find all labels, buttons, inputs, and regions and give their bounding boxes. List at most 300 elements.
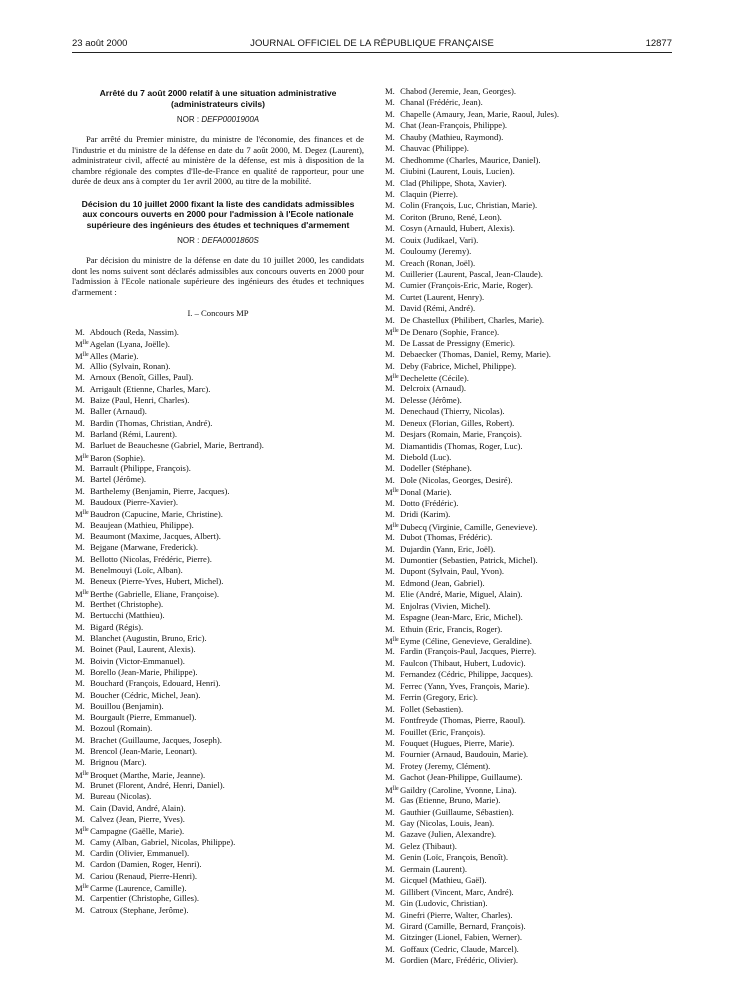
candidate-entry — [72, 690, 364, 701]
decision-body: Par décision du ministre de la défense en date du 10 juillet 2000, les candidats dont les noms suivent sont déclarés admissibles aux concours ouverts en 2000 pour l'admission à l'Ecole nationale supérieure des ingénieurs des études et techniques d'armement : — [72, 255, 364, 297]
candidate-title: M. — [385, 932, 395, 943]
candidate-entry — [72, 554, 364, 565]
candidate-title: M. — [385, 669, 395, 680]
candidate-title: M. — [385, 463, 395, 474]
candidate-entry — [72, 610, 364, 621]
candidate-name: Couloumy (Jeremy). — [400, 246, 472, 257]
candidate-title: M. — [75, 530, 85, 541]
candidate-entry — [385, 807, 675, 818]
candidate-entry — [385, 452, 675, 463]
candidate-entry — [385, 120, 675, 131]
candidate-entry — [72, 327, 364, 338]
candidate-entry — [385, 178, 675, 189]
nor-label: NOR : — [177, 236, 200, 245]
candidate-entry — [72, 825, 364, 836]
candidate-name: Boucher (Cédric, Michel, Jean). — [90, 689, 201, 700]
candidate-title: $M^{lle}$ — [75, 452, 89, 463]
candidate-name: Gauthier (Guillaume, Sébastien). — [400, 806, 514, 817]
candidate-title: $M^{lle}$ — [385, 636, 399, 646]
candidate-entry — [385, 532, 675, 543]
candidate-title: M. — [75, 519, 85, 530]
candidate-entry — [385, 624, 675, 635]
candidate-title: $M^{lle}$ — [385, 327, 399, 338]
candidate-name: Dubot (Thomas, Frédéric). — [400, 532, 493, 543]
candidate-name: Barrault (Philippe, François). — [90, 462, 191, 473]
candidate-name: Dubecq (Virginie, Camille, Genevieve). — [400, 521, 538, 532]
candidate-name: Beneux (Pierre-Yves, Hubert, Michel). — [90, 576, 224, 587]
candidate-name: Bourgault (Pierre, Emmanuel). — [90, 712, 197, 723]
candidate-entry — [72, 440, 364, 451]
candidate-name: Fardin (François-Paul, Jacques, Pierre). — [400, 646, 537, 657]
candidate-name: Agelan (Lyana, Joëlle). — [89, 339, 170, 350]
candidate-entry — [385, 406, 675, 417]
page-header — [72, 38, 672, 52]
candidate-name: Chat (Jean-François, Philippe). — [400, 120, 508, 131]
candidate-name: Clad (Philippe, Shota, Xavier). — [400, 177, 507, 188]
candidate-name: Desjars (Romain, Marie, François). — [400, 429, 522, 440]
candidate-name: Blanchet (Augustin, Bruno, Eric). — [90, 632, 207, 643]
candidate-entry — [385, 555, 675, 566]
candidate-entry — [385, 383, 675, 394]
candidate-title: M. — [75, 372, 85, 383]
candidate-entry — [385, 955, 675, 966]
candidate-title: $M^{lle}$ — [75, 509, 89, 520]
candidate-title: M. — [385, 234, 395, 245]
candidate-entry — [72, 395, 364, 406]
candidate-name: Barland (Rémi, Laurent). — [90, 428, 178, 439]
arrete-body: Par arrêté du Premier ministre, du ministre de l'économie, des finances et de l'industrie et du ministre de la défense en date du 7 août 2000, M. Degez (Laurent), administrateur civil, affecté au ministère de la défense, est mis à disposition de la chambre régionale des comptes d'Ile-de-France en qualité de rapporteur, pour une durée de deux ans à compter du 1er avril 2000, au titre de la mobilité. — [72, 134, 364, 186]
candidate-entry — [72, 372, 364, 383]
candidate-entry — [385, 338, 675, 349]
candidate-title: $M^{lle}$ — [385, 372, 399, 383]
candidate-entry — [72, 350, 364, 361]
candidate-entry — [385, 132, 675, 143]
candidate-entry — [72, 384, 364, 395]
candidate-entry — [385, 349, 675, 360]
candidate-title: M. — [75, 632, 85, 643]
candidate-entry — [72, 871, 364, 882]
candidate-title: M. — [75, 904, 85, 915]
candidate-title: M. — [75, 417, 85, 428]
candidate-title: M. — [385, 692, 395, 703]
candidate-title: M. — [385, 509, 395, 520]
candidate-title: M. — [385, 703, 395, 714]
candidate-entry — [72, 746, 364, 757]
candidate-entry — [385, 212, 675, 223]
candidate-entry — [72, 882, 364, 893]
candidate-entry — [385, 418, 675, 429]
candidate-name: Curtet (Laurent, Henry). — [400, 291, 485, 302]
candidate-title: M. — [75, 406, 85, 417]
candidate-name: Ciubini (Laurent, Louis, Lucien). — [400, 166, 515, 177]
candidate-title: M. — [385, 200, 395, 211]
candidate-name: Brignou (Marc). — [90, 757, 147, 768]
candidate-name: Follet (Sebastien). — [400, 703, 464, 714]
candidate-entry — [72, 429, 364, 440]
candidate-title: M. — [385, 257, 395, 268]
candidate-entry — [72, 361, 364, 372]
candidate-title: M. — [75, 746, 85, 757]
candidate-title: M. — [385, 417, 395, 428]
arrete-nor — [72, 114, 364, 126]
candidate-name: Camy (Alban, Gabriel, Nicolas, Philippe). — [90, 836, 236, 847]
nor-code: DEFP0001900A — [201, 115, 260, 124]
candidate-entry — [72, 542, 364, 553]
candidate-title: M. — [385, 166, 395, 177]
candidate-title: M. — [385, 532, 395, 543]
spacer — [72, 187, 364, 199]
candidate-name: Arnoux (Benoît, Gilles, Paul). — [89, 372, 194, 383]
candidate-name: Gazave (Julien, Alexandre). — [400, 829, 497, 840]
candidate-name: Gitzinger (Lionel, Fabien, Werner). — [400, 932, 522, 943]
candidate-name: Fontfreyde (Thomas, Pierre, Raoul). — [400, 715, 526, 726]
candidate-entry — [385, 761, 675, 772]
candidate-name: Chedhomme (Charles, Maurice, Daniel). — [400, 154, 541, 165]
candidate-name: Baudron (Capucine, Marie, Christine). — [90, 509, 223, 520]
candidate-entry — [385, 86, 675, 97]
candidate-name: Deby (Fabrice, Michel, Philippe). — [400, 360, 517, 371]
candidate-name: Enjolras (Vivien, Michel). — [400, 600, 491, 611]
candidate-name: Calvez (Jean, Pierre, Yves). — [90, 814, 185, 825]
candidate-entry — [385, 223, 675, 234]
candidate-entry — [385, 509, 675, 520]
candidate-entry — [385, 315, 675, 326]
candidate-name: Gillibert (Vincent, Marc, André). — [400, 886, 514, 897]
candidate-name: Elie (André, Marie, Miguel, Alain). — [400, 589, 523, 600]
candidate-name: Faulcon (Thibaut, Hubert, Ludovic). — [400, 657, 526, 668]
candidate-name: Gin (Ludovic, Christian). — [400, 898, 488, 909]
candidate-name: De Denaro (Sophie, France). — [400, 327, 500, 338]
candidate-title: M. — [385, 726, 395, 737]
candidate-entry — [72, 406, 364, 417]
candidate-entry — [385, 864, 675, 875]
candidate-entry — [72, 599, 364, 610]
candidate-name: Dodeller (Stéphane). — [400, 463, 472, 474]
candidate-name: Bartel (Jérôme). — [90, 474, 146, 485]
candidate-name: Bureau (Nicolas). — [90, 791, 152, 802]
candidate-entry — [72, 338, 364, 349]
candidate-entry — [385, 361, 675, 372]
decision-nor — [72, 235, 364, 247]
candidate-title: M. — [385, 246, 395, 257]
candidate-name: Dridi (Karim). — [400, 509, 451, 520]
candidate-entry — [72, 452, 364, 463]
candidate-entry — [385, 715, 675, 726]
candidate-name: Ferrin (Gregory, Eric). — [400, 692, 478, 703]
candidate-title: M. — [385, 86, 395, 96]
candidate-title: M. — [75, 689, 85, 700]
candidate-title: M. — [75, 394, 85, 405]
candidate-name: Diamantidis (Thomas, Roger, Luc). — [400, 440, 523, 451]
candidate-name: Dechelette (Cécile). — [400, 372, 469, 383]
candidate-entry — [385, 143, 675, 154]
candidate-entry — [385, 658, 675, 669]
candidate-name: Broquet (Marthe, Marie, Jeanne). — [90, 769, 206, 780]
candidate-name: Fournier (Arnaud, Baudouin, Marie). — [400, 749, 529, 760]
candidate-entry — [72, 508, 364, 519]
candidate-entry — [72, 791, 364, 802]
candidate-entry — [72, 474, 364, 485]
candidate-entry — [72, 418, 364, 429]
candidate-title: M. — [75, 655, 85, 666]
candidate-name: Edmond (Jean, Gabriel). — [400, 577, 485, 588]
candidate-title: M. — [75, 383, 85, 394]
candidate-title: M. — [385, 440, 395, 451]
candidate-title: M. — [385, 314, 395, 325]
candidate-title: M. — [75, 474, 85, 485]
candidate-entry — [385, 303, 675, 314]
candidate-entry — [72, 712, 364, 723]
candidate-name: Bardin (Thomas, Christian, André). — [90, 417, 213, 428]
candidate-entry — [385, 772, 675, 783]
candidate-entry — [385, 566, 675, 577]
candidate-title: M. — [385, 97, 395, 108]
candidate-title: M. — [75, 327, 85, 337]
candidate-name: Allio (Sylvain, Ronan). — [89, 360, 171, 371]
candidate-title: M. — [385, 863, 395, 874]
candidate-title: $M^{lle}$ — [75, 339, 89, 350]
candidate-entry — [385, 109, 675, 120]
candidate-title: M. — [385, 143, 395, 154]
candidate-entry — [72, 769, 364, 780]
candidate-entry — [385, 612, 675, 623]
candidate-entry — [385, 841, 675, 852]
candidate-name: Boinet (Paul, Laurent, Alexis). — [90, 644, 196, 655]
candidate-entry — [72, 701, 364, 712]
candidate-entry — [385, 429, 675, 440]
candidate-entry — [72, 723, 364, 734]
candidate-name: Gicquel (Mathieu, Gaël). — [400, 875, 487, 886]
candidate-title: M. — [385, 177, 395, 188]
candidate-title: $M^{lle}$ — [75, 769, 89, 780]
candidate-name: Gay (Nicolas, Louis, Jean). — [400, 818, 495, 828]
candidate-name: Delcroix (Arnaud). — [400, 383, 467, 394]
candidate-title: M. — [75, 553, 85, 564]
candidate-name: Catroux (Stephane, Jerôme). — [90, 904, 189, 915]
candidate-entry — [72, 905, 364, 916]
candidate-name: Carpentier (Christophe, Gilles). — [90, 893, 199, 904]
candidate-title: M. — [385, 154, 395, 165]
candidate-title: M. — [385, 680, 395, 691]
candidate-entry — [72, 814, 364, 825]
candidate-name: Baller (Arnaud). — [90, 406, 147, 417]
candidate-name: Cosyn (Arnauld, Hubert, Alexis). — [400, 223, 515, 234]
candidate-title: M. — [385, 269, 395, 279]
candidate-name: Baron (Sophie). — [90, 452, 146, 463]
candidate-entry — [385, 887, 675, 898]
candidate-entry — [385, 944, 675, 955]
candidate-name: Chauvac (Philippe). — [400, 143, 469, 154]
candidate-name: Chauby (Mathieu, Raymond). — [400, 131, 504, 142]
candidate-title: M. — [385, 749, 395, 760]
candidate-title: M. — [385, 612, 395, 623]
candidate-title: M. — [75, 485, 85, 496]
candidate-name: Fouillet (Eric, François). — [400, 726, 486, 737]
candidate-entry — [385, 738, 675, 749]
candidate-entry — [385, 326, 675, 337]
candidate-name: Cuillerier (Laurent, Pascal, Jean-Claude). — [400, 269, 543, 279]
candidate-name: Brunet (Florent, André, Henri, Daniel). — [90, 780, 225, 791]
candidate-name: Carme (Laurence, Camille). — [90, 883, 187, 894]
candidate-title: M. — [385, 543, 395, 554]
candidate-name: Cardon (Damien, Roger, Henri). — [90, 859, 202, 870]
candidate-title: $M^{lle}$ — [75, 588, 89, 599]
candidate-entry — [385, 692, 675, 703]
candidate-title: M. — [385, 131, 395, 142]
candidate-name: Ferrec (Yann, Yves, François, Marie). — [400, 680, 530, 691]
candidate-title: M. — [75, 440, 85, 451]
candidate-name: Goffaux (Cedric, Claude, Marcel). — [400, 943, 519, 954]
candidate-name: Eyme (Céline, Genevieve, Geraldine). — [400, 636, 532, 646]
candidate-entry — [72, 667, 364, 678]
candidate-entry — [72, 622, 364, 633]
candidate-name: Cain (David, André, Alain). — [90, 802, 186, 813]
candidate-entry — [72, 576, 364, 587]
candidate-title: M. — [385, 795, 395, 806]
candidate-entry — [385, 704, 675, 715]
candidate-entry — [72, 678, 364, 689]
candidate-name: Bouillou (Benjamin). — [90, 700, 164, 711]
candidate-entry — [385, 646, 675, 657]
candidate-entry — [385, 749, 675, 760]
candidate-entry — [385, 372, 675, 383]
candidate-title: M. — [385, 577, 395, 588]
candidate-name: Deneux (Florian, Gilles, Robert). — [400, 417, 515, 428]
candidate-name: Girard (Camille, Bernard, François). — [400, 920, 526, 931]
candidate-title: M. — [385, 474, 395, 485]
candidate-title: M. — [385, 955, 395, 966]
candidate-title: M. — [385, 108, 395, 119]
candidate-entry — [72, 848, 364, 859]
candidate-entry — [385, 932, 675, 943]
candidate-name: Alles (Marie). — [89, 350, 139, 361]
candidate-title: M. — [75, 496, 85, 507]
candidate-title: M. — [385, 120, 395, 131]
nor-code: DEFA0001860S — [201, 236, 259, 245]
candidate-name: Cardin (Olivier, Emmanuel). — [90, 848, 190, 859]
candidate-entry — [385, 910, 675, 921]
candidate-name: Espagne (Jean-Marc, Eric, Michel). — [400, 612, 523, 623]
candidate-name: Dotto (Frédéric). — [400, 497, 459, 508]
candidate-title: M. — [385, 303, 395, 314]
right-column — [385, 86, 675, 967]
candidate-entry — [385, 246, 675, 257]
candidate-name: Chapelle (Amaury, Jean, Marie, Raoul, Jules). — [400, 108, 560, 119]
candidate-title: M. — [75, 859, 85, 870]
candidate-title: M. — [75, 723, 85, 734]
candidate-title: $M^{lle}$ — [385, 487, 399, 498]
candidate-name: Dole (Nicolas, Georges, Desiré). — [400, 474, 513, 485]
candidate-name: Debaecker (Thomas, Daniel, Remy, Marie). — [400, 349, 551, 360]
candidate-name: Ginefri (Pierre, Walter, Charles). — [400, 909, 513, 920]
candidate-name: Delesse (Jérôme). — [400, 394, 462, 405]
candidate-name: Baudoux (Pierre-Xavier). — [90, 496, 178, 507]
candidate-title: M. — [385, 818, 395, 828]
candidate-entry — [72, 565, 364, 576]
candidate-title: M. — [75, 734, 85, 745]
candidate-title: M. — [385, 646, 395, 657]
candidate-entry — [72, 531, 364, 542]
candidate-entry — [385, 681, 675, 692]
candidate-title: M. — [385, 657, 395, 668]
journal-title: JOURNAL OFFICIEL DE LA RÉPUBLIQUE FRANÇAISE — [250, 38, 494, 49]
candidate-entry — [385, 258, 675, 269]
candidate-entry — [385, 292, 675, 303]
candidate-name: Chabod (Jeremie, Jean, Georges). — [400, 86, 516, 96]
candidate-title: M. — [75, 576, 85, 587]
header-date: 23 août 2000 — [72, 38, 128, 49]
candidate-entry — [72, 588, 364, 599]
candidate-entry — [385, 544, 675, 555]
candidate-name: Arrigault (Etienne, Charles, Marc). — [89, 383, 211, 394]
candidate-entry — [72, 633, 364, 644]
candidate-title: M. — [385, 840, 395, 851]
candidate-name: Barluet de Beauchesne (Gabriel, Marie, Bertrand). — [90, 440, 264, 451]
candidate-name: Berthet (Christophe). — [90, 598, 164, 609]
nor-label: NOR : — [176, 115, 200, 124]
candidate-title: M. — [385, 497, 395, 508]
candidate-title: M. — [385, 394, 395, 405]
candidate-name: Cumier (François-Eric, Marie, Roger). — [400, 280, 533, 291]
candidate-entry — [72, 520, 364, 531]
candidate-title: M. — [75, 712, 85, 723]
candidate-entry — [72, 837, 364, 848]
candidate-name: Gas (Etienne, Bruno, Marie). — [400, 795, 501, 806]
candidate-title: M. — [385, 566, 395, 577]
candidate-title: M. — [385, 943, 395, 954]
decision-title: Décision du 10 juillet 2000 fixant la liste des candidats admissibles aux concours ouverts en 2000 pour l'admission à l'Ecole nationale supérieure des ingénieurs des études et techniques d'armement — [81, 198, 355, 230]
candidate-title: M. — [385, 852, 395, 863]
candidate-entry — [385, 578, 675, 589]
candidate-title: M. — [385, 360, 395, 371]
candidate-title: M. — [385, 875, 395, 886]
candidate-name: Brencol (Jean-Marie, Leonart). — [90, 746, 198, 757]
candidate-name: Frotey (Jeremy, Clément). — [400, 760, 491, 771]
candidate-name: De Lassat de Pressigny (Emeric). — [400, 337, 515, 348]
candidate-entry — [72, 757, 364, 768]
candidate-entry — [385, 635, 675, 646]
candidate-title: $M^{lle}$ — [75, 350, 89, 361]
candidate-entry — [72, 859, 364, 870]
candidate-name: Benelmouyi (Loïc, Alban). — [90, 564, 183, 575]
candidate-name: Barthelemy (Benjamin, Pierre, Jacques). — [90, 485, 230, 496]
left-column — [72, 88, 364, 916]
candidate-entry — [72, 780, 364, 791]
candidate-entry — [385, 475, 675, 486]
candidate-entry — [72, 497, 364, 508]
candidate-entry — [385, 155, 675, 166]
candidate-title: M. — [75, 462, 85, 473]
candidate-entry — [385, 441, 675, 452]
candidate-title: M. — [385, 452, 395, 462]
candidate-title: M. — [75, 848, 85, 859]
candidate-name: Donal (Marie). — [400, 487, 452, 498]
candidate-name: Gelez (Thibaut). — [400, 840, 457, 851]
candidate-title: M. — [75, 564, 85, 575]
candidate-name: David (Rémi, André). — [400, 303, 476, 314]
candidate-title: M. — [75, 802, 85, 813]
candidate-entry — [72, 486, 364, 497]
candidate-title: M. — [385, 337, 395, 348]
candidate-name: Abdouch (Reda, Nassim). — [89, 327, 179, 337]
candidate-name: Dujardin (Yann, Eric, Joël). — [400, 543, 496, 554]
candidate-name: Couix (Judikael, Vari). — [400, 234, 479, 245]
candidate-name: Bellotto (Nicolas, Frédéric, Pierre). — [90, 553, 212, 564]
candidate-entry — [72, 644, 364, 655]
candidate-name: Fernandez (Cédric, Philippe, Jacques). — [400, 669, 533, 680]
candidate-title: M. — [385, 623, 395, 634]
candidate-name: Claquin (Pierre). — [400, 188, 458, 199]
